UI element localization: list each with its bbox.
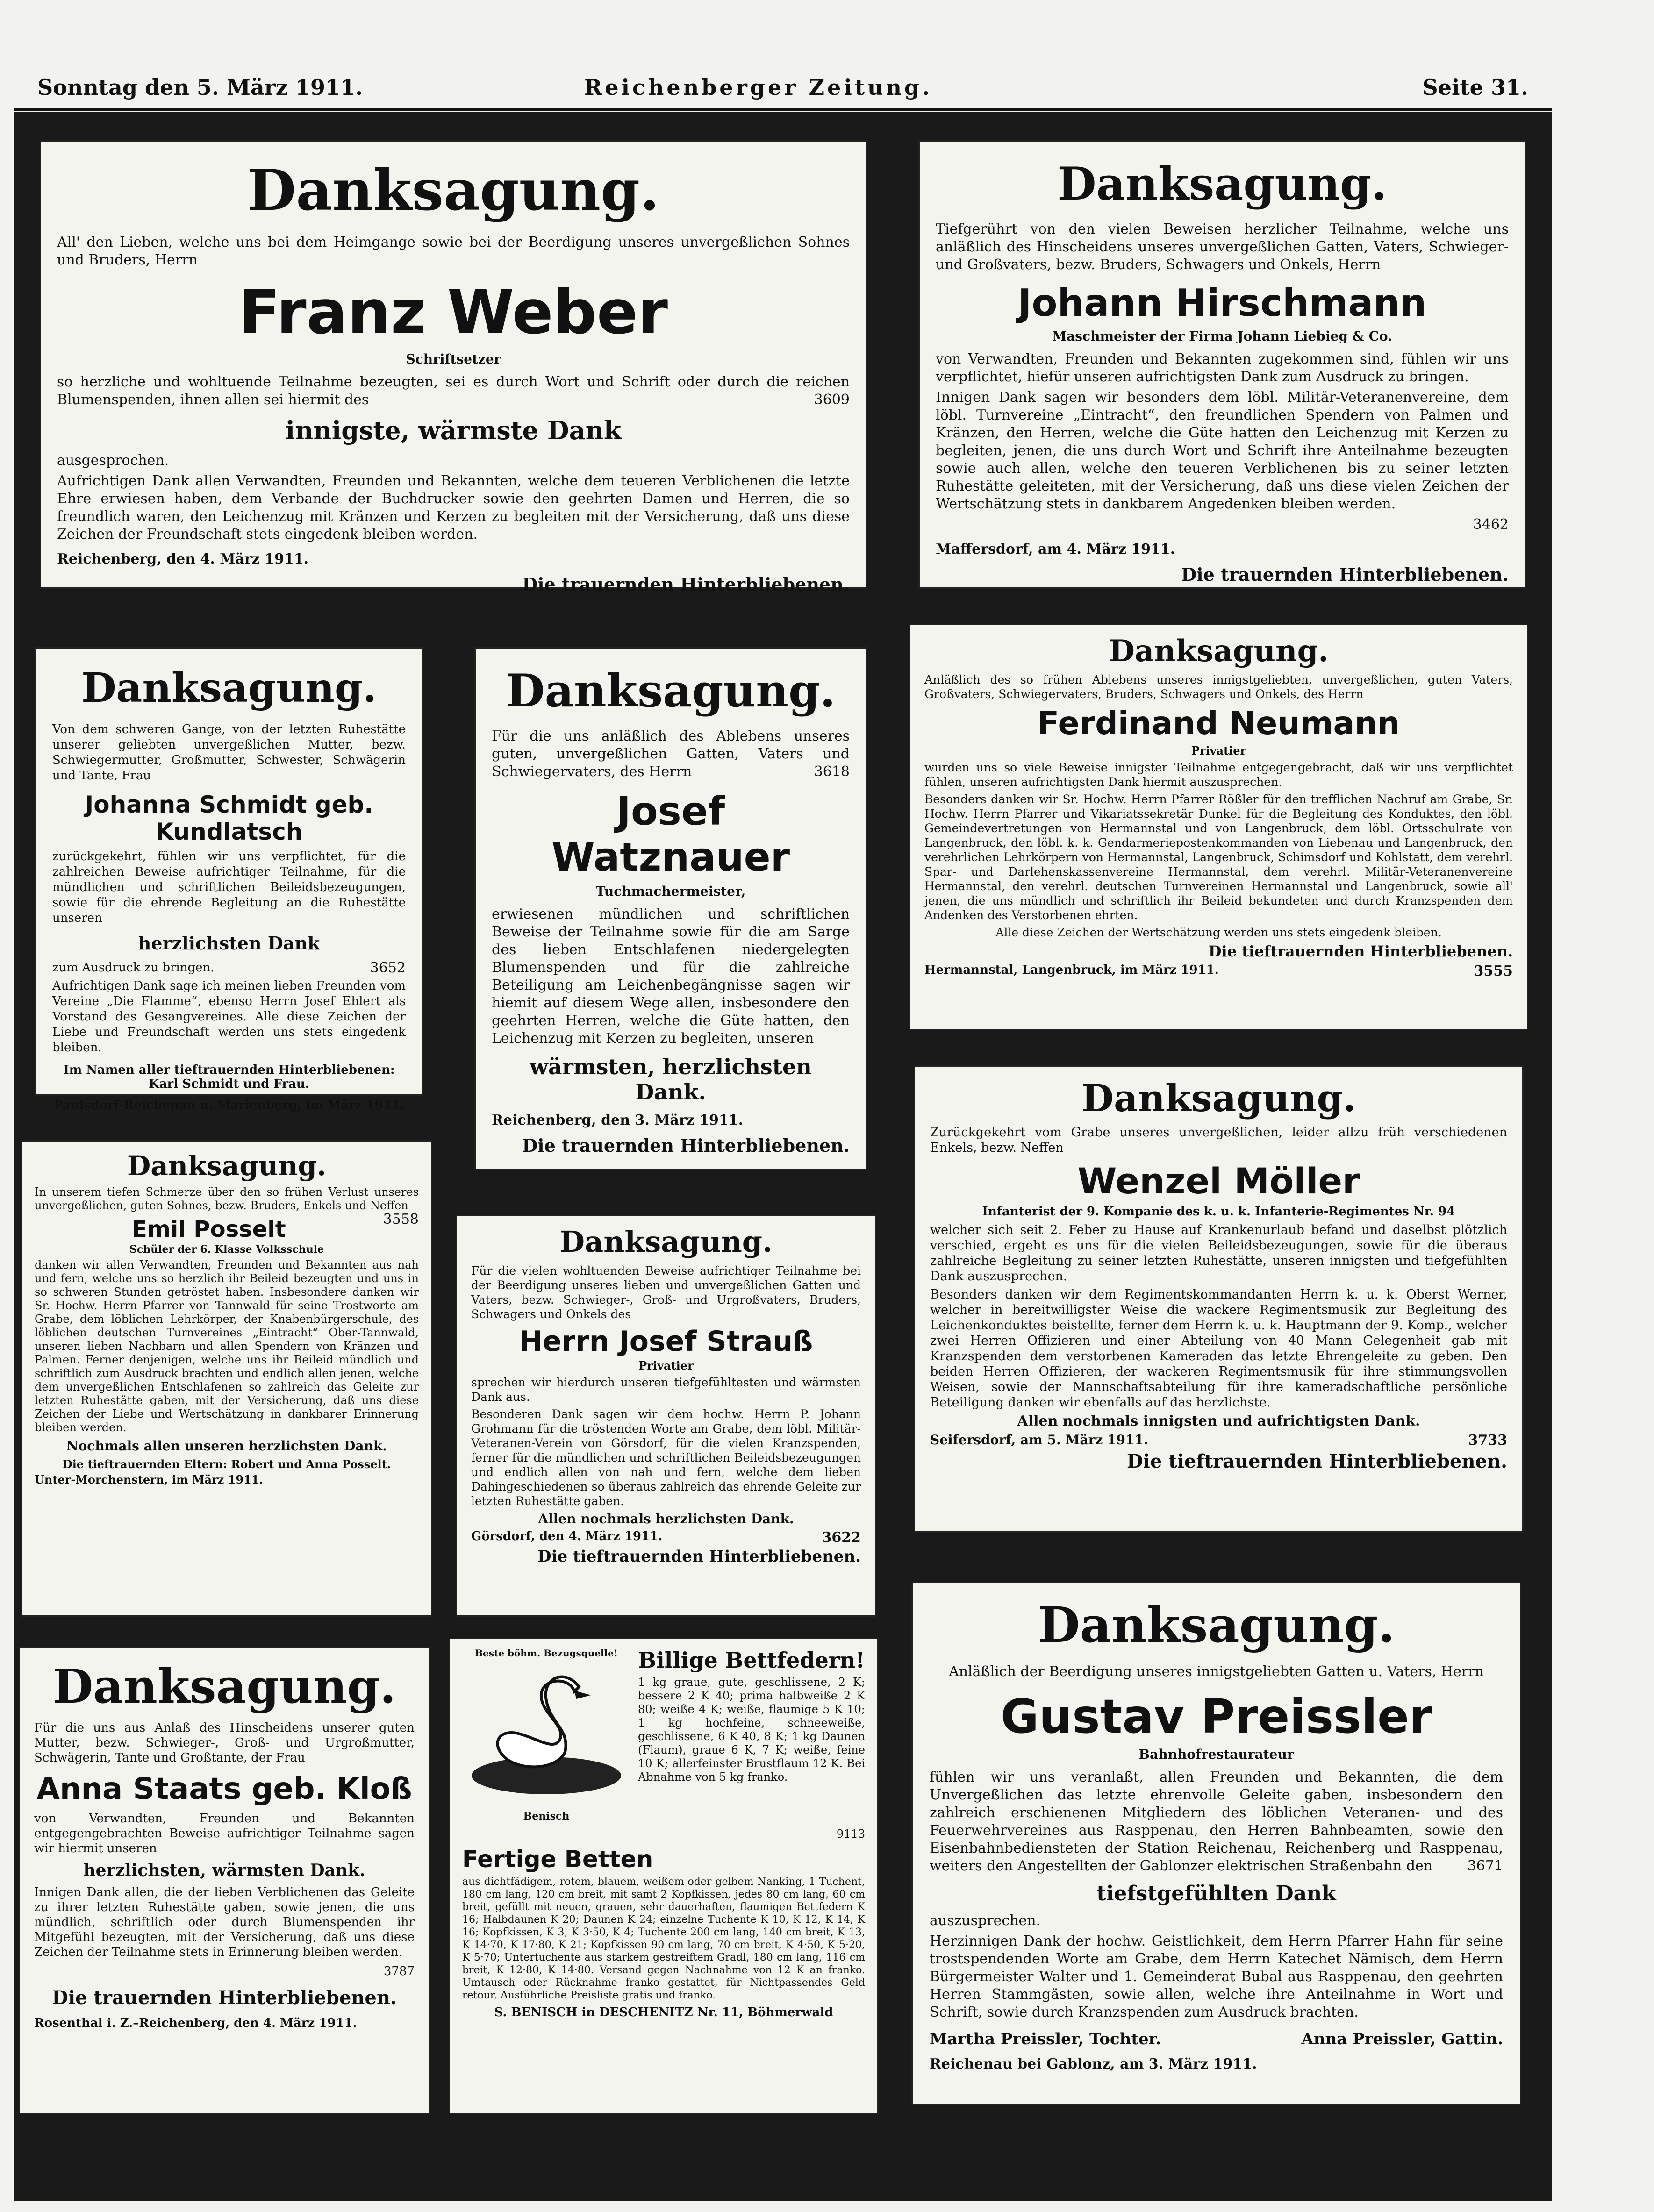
notice-title: Danksagung. bbox=[81, 664, 377, 712]
notice-thanks: herzlichsten, wärmsten Dank. bbox=[83, 1861, 365, 1880]
deceased-occupation: Bahnhofrestaurateur bbox=[1138, 1747, 1294, 1762]
ad-bed-text: aus dichtfädigem, rotem, blauem, weißem oder gelbem Nanking, 1 Tuchent, 180 cm lang, 120 cm breit, mit samt 2 Kopfkissen, jedes 80 cm lang, 60 cm breit, gefüllt mit neuen, grauen, sehr dauerhaften, flaumigen Bettfedern K 16; Halbdaunen K 20; Daunen K 24; einzelne Tuchente K 10, K 12, K 14, K 16; Kopfkissen, K 3, K 3·50, K 4; Tuchente 200 cm lang, 140 cm breit, K 13, K 14·70, K 17·80, K 21; Kopfkissen 90 cm lang, 70 cm breit, K 4·50, K 5·20, K 5·70; Untertuchente aus starkem gestreiftem Gradl, 180 cm lang, 116 cm breit, K 12·80, K 14·80. Versand gegen Nachnahme von 12 K an franko. Umtausch oder Rücknahme franko gestattet, für Nichtpassendes Geld retour. Ausführliche Preisliste gratis und franko. bbox=[462, 1876, 865, 2001]
notice-thanks: Allen nochmals innigsten und aufrichtigsten Dank. bbox=[1017, 1413, 1420, 1429]
notice-place-date: Reichenberg, den 4. März 1911. bbox=[57, 551, 309, 567]
notice-place-date: Unter-Morchenstern, im März 1911. bbox=[35, 1473, 263, 1486]
notice-title: Danksagung. bbox=[559, 1225, 773, 1259]
notice-place-date: Reichenau bei Gablonz, am 3. März 1911. bbox=[930, 2056, 1257, 2072]
deceased-name: Ferdinand Neumann bbox=[1037, 705, 1400, 742]
notice-place-date: Seifersdorf, am 5. März 1911. bbox=[930, 1432, 1148, 1448]
notice-text: so herzliche und wohltuende Teilnahme bezeugten, sei es durch Wort und Schrift oder durch die reichen Blumenspenden, ihnen allen sei hiermit des bbox=[57, 374, 850, 408]
header-rule bbox=[14, 108, 1552, 111]
notice-thanks: Allen nochmals herzlichsten Dank. bbox=[538, 1511, 794, 1527]
ad-code: 9113 bbox=[836, 1827, 865, 1841]
notice-title: Danksagung. bbox=[1109, 634, 1329, 669]
notice-intro: All' den Lieben, welche uns bei dem Heimgange sowie bei der Beerdigung unseres unvergeßlichen Sohnes und Bruders, Herrn bbox=[57, 234, 850, 268]
deceased-name: Johann Hirschmann bbox=[1017, 281, 1427, 325]
notice-title: Danksagung. bbox=[1081, 1076, 1356, 1120]
notice-text: sprechen wir hierdurch unseren tiefgefühltesten und wärmsten Dank aus. bbox=[471, 1376, 861, 1404]
notice-text-detail: Herzinnigen Dank der hochw. Geistlichkeit, dem Herrn Pfarrer Hahn für seine trostspendenden Worte am Grabe, dem Herrn Katechet Nämisch, dem Herrn Bürgermeister Walter und 1. Gemeinderat Bubal aus Rasppenau, den geehrten Herren Stammgästen, sowie allen, welche ihre Anteilnahme in Wort und Schrift, sowie durch Kranzspenden zum Ausdruck brachten. bbox=[930, 1933, 1503, 2020]
deceased-occupation: Tuchmachermeister, bbox=[595, 884, 746, 899]
notice-intro: Für die uns anläßlich des Ablebens unseres guten, unvergeßlichen Gatten, Vaters und Schwiegervaters, des Herrn bbox=[492, 728, 850, 780]
notice-text: welcher sich seit 2. Feber zu Hause auf Krankenurlaub befand und daselbst plötzlich verschied, ergeht es uns für die vielen Beileidsbezeugungen, sowie für die überaus zahlreiche Begleitung zu seiner letzten Ruhestätte, unseren innigsten und tiefgefühlten Dank auszusprechen. bbox=[930, 1223, 1507, 1284]
notice-text-closing: zum Ausdruck zu bringen. bbox=[52, 961, 215, 975]
notice-intro: Anläßlich der Beerdigung unseres innigstgeliebten Gatten u. Vaters, Herrn bbox=[949, 1663, 1484, 1680]
notice-title: Danksagung. bbox=[1038, 1596, 1395, 1654]
deceased-occupation: Maschmeister der Firma Johann Liebieg & Co. bbox=[1052, 328, 1392, 344]
notice-title: Danksagung. bbox=[127, 1150, 327, 1182]
page-header bbox=[28, 70, 1528, 112]
notice-code: 3558 bbox=[383, 1211, 419, 1227]
notice-text-detail: Aufrichtigen Dank allen Verwandten, Freunden und Bekannten, welche dem teueren Verblichenen die letzte Ehre erwiesen haben, dem Verbande der Buchdrucker sowie den geehrten Damen und Herren, die so freundlich waren, den Leichenzug mit Kränzen und Kerzen zu begleiten mit der Versicherung, daß uns diese Zeichen der Freundschaft stets eingedenk bleiben werden. bbox=[57, 473, 850, 542]
swan-logo-icon bbox=[462, 1659, 630, 1808]
notice-emil-posselt bbox=[21, 1140, 432, 1617]
notice-code: 3787 bbox=[383, 1964, 415, 1978]
notice-text: zurückgekehrt, fühlen wir uns verpflichtet, für die zahlreichen Beweise aufrichtiger Teilnahme, für die mündlichen und schriftlichen Beileidsbezeugungen, sowie für die ehrende Begleitung an die Ruhestätte unseren bbox=[52, 849, 406, 925]
notice-code: 3671 bbox=[1467, 1858, 1503, 1874]
notice-text-closing: ausgesprochen. bbox=[57, 452, 169, 469]
deceased-name: Johanna Schmidt geb. Kundlatsch bbox=[85, 791, 373, 845]
deceased-name: Emil Posselt bbox=[131, 1216, 286, 1242]
notice-code: 3733 bbox=[1468, 1432, 1507, 1449]
notice-anna-staats bbox=[19, 1647, 430, 2114]
notice-thanks: tiefstgefühlten Dank bbox=[1096, 1882, 1336, 1905]
notice-josef-watznauer bbox=[474, 647, 867, 1170]
notice-signature: Die tieftrauernden Hinterbliebenen. bbox=[537, 1547, 861, 1566]
logo-name: Benisch bbox=[523, 1810, 570, 1822]
deceased-name: Franz Weber bbox=[238, 277, 668, 348]
notice-thanks: innigste, wärmste Dank bbox=[285, 415, 622, 445]
notice-place-date: Hermannstal, Langenbruck, im März 1911. bbox=[924, 963, 1219, 977]
notice-code: 3652 bbox=[370, 960, 406, 976]
notice-text: danken wir allen Verwandten, Freunden und Bekannten aus nah und fern, welche uns so herzlich ihr Beileid bezeugten und uns in so schweren Stunden getröstet haben. Insbesondere danken wir Sr. Hochw. Herrn Pfarrer von Tannwald für seine Trostworte am Grabe, dem löblichen Lehrkörper, der Knabenbürgerschule, des löblichen deutschen Turnvereines „Eintracht“ Ober-Tannwald, unseren lieben Nachbarn und allen Spendern von Kränzen und Palmen. Ferner denjenigen, welche uns ihr Beileid mündlich und schriftlich zum Ausdruck brachten und endlich allen jenen, welche dem unvergeßlichen Entschlafenen so zahlreich das Geleite zur letzten Ruhestätte gaben, mit der Versicherung, daß uns diese Zeichen der Liebe und Wertschätzung in dankbarer Erinnerung bleiben werden. bbox=[35, 1258, 419, 1434]
notice-place-date: Reichenberg, den 3. März 1911. bbox=[492, 1112, 744, 1128]
ad-price-text: 1 kg graue, gute, geschlissene, 2 K; bessere 2 K 40; prima halbweiße 2 K 80; weiße 4 K; weiße, flaumige 5 K 10; 1 kg hochfeine, schneeweiße, geschlissene, 6 K 40, 8 K; 1 kg Daunen (Flaum), graue 6 K, 7 K; weiße, feine 10 K; allerfeinster Brustflaum 12 K. Bei Abnahme von 5 kg franko. bbox=[638, 1676, 865, 1784]
deceased-name: Herrn Josef Strauß bbox=[519, 1325, 813, 1358]
notice-place-date: Paulsdorf-Reichenau u. Marienberg, im März 1911. bbox=[54, 1099, 404, 1113]
notice-title: Danksagung. bbox=[247, 157, 659, 223]
notice-title: Danksagung. bbox=[506, 664, 836, 717]
notice-sign-line: Die tieftrauernden Eltern: Robert und Anna Posselt. bbox=[62, 1457, 391, 1471]
notice-place-date: Görsdorf, den 4. März 1911. bbox=[471, 1529, 663, 1543]
notice-text-detail: Innigen Dank sagen wir besonders dem löbl. Militär-Veteranenvereine, dem löbl. Turnvereine „Eintracht“, den freundlichen Spendern von Palmen und Kränzen, den Herren, welche die Güte hatten den Leichenzug mit Kerzen zu begleiten, jenen, die uns durch Wort und Schrift ihre Anteilnahme bezeugten sowie auch allen, welche den teueren Verblichenen bis zu seiner letzten Ruhestätte geleiteten, mit der Versicherung, daß uns diese vielen Zeichen der Wertschätzung stets in dankbarem Angedenken bleiben werden. bbox=[936, 389, 1509, 512]
bedding-advertisement bbox=[449, 1638, 879, 2114]
notice-franz-weber bbox=[40, 140, 867, 595]
notice-signature: Die trauernden Hinterbliebenen. bbox=[1181, 564, 1509, 585]
deceased-name: Josef Watznauer bbox=[551, 788, 790, 880]
notice-intro: Für die uns aus Anlaß des Hinscheidens unserer guten Mutter, bezw. Schwieger-, Groß- und Urgroßmutter, Schwägerin, Tante und Großtante, der Frau bbox=[34, 1721, 415, 1765]
deceased-occupation: Schüler der 6. Klasse Volksschule bbox=[129, 1243, 324, 1256]
notice-intro: In unserem tiefen Schmerze über den so frühen Verlust unseres unvergeßlichen, guten Sohnes, bezw. Bruders, Enkels und Neffen bbox=[35, 1185, 419, 1212]
notice-code: 3555 bbox=[1474, 963, 1513, 979]
notice-text-detail: Innigen Dank allen, die der lieben Verblichenen das Geleite zu ihrer letzten Ruhestätte gaben, sowie jenen, die uns mündlich, schriftlich oder durch Blumenspenden ihr Mitgefühl bezeugten, mit der Versicherung, daß uns diese Zeichen der Teilnahme stets in Erinnerung bleiben werden. bbox=[34, 1885, 415, 1959]
notice-text-closing: Alle diese Zeichen der Wertschätzung werden uns stets eingedenk bleiben. bbox=[995, 926, 1442, 939]
notice-text-detail: Besonders danken wir Sr. Hochw. Herrn Pfarrer Rößler für den trefflichen Nachruf am Grabe, Sr. Hochw. Herrn Pfarrer und Vikariatssekretär Dunkel für die Begleitung des Konduktes, den löbl. Gemeindevertretungen von Hermannstal und von Langenbruck, dem löbl. Ortsschulrate von Langenbruck, den löbl. k. k. Gendarmeriepostenkommanden von Liebenau und Langenbruck, den verehrlichen Lehrkörpern von Hermannstal, Langenbruck, Schimsdorf und Kohlstatt, dem verehrl. Spar- und Darlehenskassenvereine Hermannstal, dem verehrl. Militär-Veteranenvereine Hermannstal, den verehrl. deutschen Turnvereinen Hermannstal und Langenbruck, sowie all' jenen, die uns mündlich und schriftlich ihr Beileid bekundeten und durch Kranzspenden dem Andenken des Verstorbenen ehrten. bbox=[924, 792, 1513, 922]
deceased-occupation: Infanterist der 9. Kompanie des k. u. k. Infanterie-Regimentes Nr. 94 bbox=[982, 1205, 1455, 1219]
notice-sign-line: Im Namen aller tieftrauernden Hinterbliebenen: Karl Schmidt und Frau. bbox=[63, 1063, 395, 1091]
notice-text: von Verwandten, Freunden und Bekannten entgegengebrachten Beweise aufrichtiger Teilnahme sagen wir hiermit unseren bbox=[34, 1812, 415, 1855]
notice-intro: Anläßlich des so frühen Ablebens unseres innigstgeliebten, unvergeßlichen, guten Vaters, Großvaters, Schwiegervaters, Bruders, Schwagers und Onkels, des Herrn bbox=[924, 673, 1513, 701]
deceased-name: Wenzel Möller bbox=[1077, 1160, 1360, 1202]
notice-code: 3622 bbox=[822, 1529, 861, 1546]
notice-wenzel-moeller bbox=[914, 1065, 1524, 1533]
notice-signature: Die trauernden Hinterbliebenen. bbox=[522, 574, 850, 595]
notice-signature: Die trauernden Hinterbliebenen. bbox=[52, 1987, 397, 2009]
notice-place-date: Maffersdorf, am 4. März 1911. bbox=[936, 541, 1175, 557]
notice-sign-left: Martha Preissler, Tochter. bbox=[930, 2030, 1161, 2048]
notice-title: Danksagung. bbox=[52, 1659, 396, 1714]
notice-code: 3462 bbox=[1473, 516, 1509, 533]
deceased-occupation: Privatier bbox=[638, 1359, 694, 1372]
notice-ferdinand-neumann bbox=[909, 624, 1528, 1030]
notice-text: erwiesenen mündlichen und schriftlichen Beweise der Teilnahme sowie für die am Sarge des lieben Entschlafenen niedergelegten Blumenspenden und für die zahlreiche Beteiligung am Leichenbegängnisse sagen wir hiemit auf diesem Wege allen, insbesondere den geehrten Herren, welche die Güte hatten, den Leichenzug mit Kerzen zu begleiten, unseren bbox=[492, 906, 850, 1047]
notice-title: Danksagung. bbox=[1057, 157, 1387, 210]
notice-code: 3618 bbox=[814, 763, 850, 780]
notice-text: wurden uns so viele Beweise innigster Teilnahme entgegengebracht, daß wir uns verpflichtet fühlen, unseren aufrichtigsten Dank hiermit auszusprechen. bbox=[924, 761, 1513, 789]
ad-address: S. BENISCH in DESCHENITZ Nr. 11, Böhmerwald bbox=[494, 2005, 833, 2019]
swan-logo-block bbox=[462, 1648, 630, 1825]
notice-text-closing: auszusprechen. bbox=[930, 1912, 1041, 1929]
notice-code: 3609 bbox=[814, 392, 850, 408]
notice-text-detail: Aufrichtigen Dank sage ich meinen lieben Freunden vom Vereine „Die Flamme“, ebenso Herrn Josef Ehlert als Vorstand des Gesangvereines. Alle diese Zeichen der Liebe und Freundschaft werden uns stets eingedenk bleiben. bbox=[52, 979, 406, 1055]
notice-johanna-schmidt bbox=[35, 647, 423, 1113]
notice-signature: Die tieftrauernden Hinterbliebenen. bbox=[1208, 942, 1513, 960]
deceased-name: Anna Staats geb. Kloß bbox=[36, 1772, 412, 1806]
logo-caption: Beste böhm. Bezugsquelle! bbox=[475, 1648, 618, 1659]
notice-signature: Die tieftrauernden Hinterbliebenen. bbox=[1126, 1450, 1507, 1472]
notice-text: fühlen wir uns veranlaßt, allen Freunden und Bekannten, die dem Unvergeßlichen das letzte ehrenvolle Geleite gaben, insbesondern den zahlreich erschienenen Mitgliedern des löblichen Veteranen- und des Feuerwehrvereines aus Rasppenau, den Herren Bahnbeamten, sowie den Eisenbahnbediensteten der Station Reichenau, Reichenberg und Rasppenau, weiters den Angestellten der Gablonzer elektrischen Straßenbahn den bbox=[930, 1769, 1503, 1874]
notice-gustav-preissler bbox=[911, 1582, 1521, 2105]
notice-place-date: Rosenthal i. Z.–Reichenberg, den 4. März 1911. bbox=[34, 2016, 357, 2030]
notice-intro: Zurückgekehrt vom Grabe unseres unvergeßlichen, leider allzu früh verschiedenen Enkels, bezw. Neffen bbox=[930, 1125, 1507, 1155]
notice-text: von Verwandten, Freunden und Bekannten zugekommen sind, fühlen wir uns verpflichtet, hiefür unseren aufrichtigsten Dank zum Ausdruck zu bringen. bbox=[936, 351, 1509, 385]
notice-intro: Tiefgerührt von den vielen Beweisen herzlicher Teilnahme, welche uns anläßlich des Hinscheidens unseres unvergeßlichen Gatten, Vaters, Schwieger- und Großvaters, bezw. Bruders, Schwagers und Onkels, Herrn bbox=[936, 221, 1509, 273]
notice-thanks: Nochmals allen unseren herzlichsten Dank. bbox=[66, 1438, 387, 1454]
notice-thanks: herzlichsten Dank bbox=[138, 933, 320, 954]
notice-intro: Von dem schweren Gange, von der letzten Ruhestätte unserer geliebten unvergeßlichen Mutter, bezw. Schwiegermutter, Großmutter, Schwester, Schwägerin und Tante, Frau bbox=[52, 722, 406, 783]
notice-signature: Die trauernden Hinterbliebenen. bbox=[522, 1135, 850, 1156]
ad-headline: Billige Bettfedern! bbox=[638, 1648, 865, 1673]
deceased-occupation: Privatier bbox=[1191, 744, 1246, 757]
header-page-number: Seite 31. bbox=[1422, 75, 1528, 100]
notice-text-detail: Besonderen Dank sagen wir dem hochw. Herrn P. Johann Grohmann für die tröstenden Worte am Grabe, dem löbl. Militär-Veteranen-Verein von Görsdorf, für die vielen Kranzspenden, ferner für die mündlichen und schriftlichen Beileidsbezeugungen und endlich allen von nah und fern, welche dem lieben Dahingeschiedenen so überaus zahlreich das ehrende Geleite zur letzten Ruhestätte gaben. bbox=[471, 1407, 861, 1508]
ad-headline-2: Fertige Betten bbox=[462, 1846, 653, 1873]
notice-josef-strauss bbox=[456, 1215, 876, 1617]
header-date: Sonntag den 5. März 1911. bbox=[37, 75, 363, 100]
header-newspaper-title: Reichenberger Zeitung. bbox=[584, 75, 933, 100]
deceased-name: Gustav Preissler bbox=[1000, 1689, 1432, 1744]
notice-thanks: wärmsten, herzlichsten Dank. bbox=[530, 1054, 812, 1105]
notice-text-detail: Besonders danken wir dem Regimentskommandanten Herrn k. u. k. Oberst Werner, welcher in bereitwilligster Weise die wackere Regimentsmusik zur Begleitung des Leichenkonduktes beistellte, ferner dem Herrn k. u. k. Hauptmann der 9. Komp., welcher zwei Herren Offizieren und einer Abteilung von 40 Mann Gelegenheit gab mit Kranzspenden dem verstorbenen Kameraden das letzte Ehrengeleite zu geben. Den beiden Herren Offizieren, der wackeren Regimentsmusik für ihre stimmungsvollen Weisen, sowie der Mannschaftsabteilung für ihre kameradschaftliche persönliche Beteiligung danken wir ebenfalls auf das herzlichste. bbox=[930, 1287, 1507, 1410]
notice-sign-right: Anna Preissler, Gattin. bbox=[1301, 2030, 1503, 2048]
notice-johann-hirschmann bbox=[918, 140, 1526, 589]
deceased-occupation: Schriftsetzer bbox=[406, 351, 501, 367]
notice-intro: Für die vielen wohltuenden Beweise aufrichtiger Teilnahme bei der Beerdigung unseres lieben und unvergeßlichen Gatten und Vaters, bezw. Schwieger-, Groß- und Urgroßvaters, Bruders, Schwagers und Onkels des bbox=[471, 1264, 861, 1321]
